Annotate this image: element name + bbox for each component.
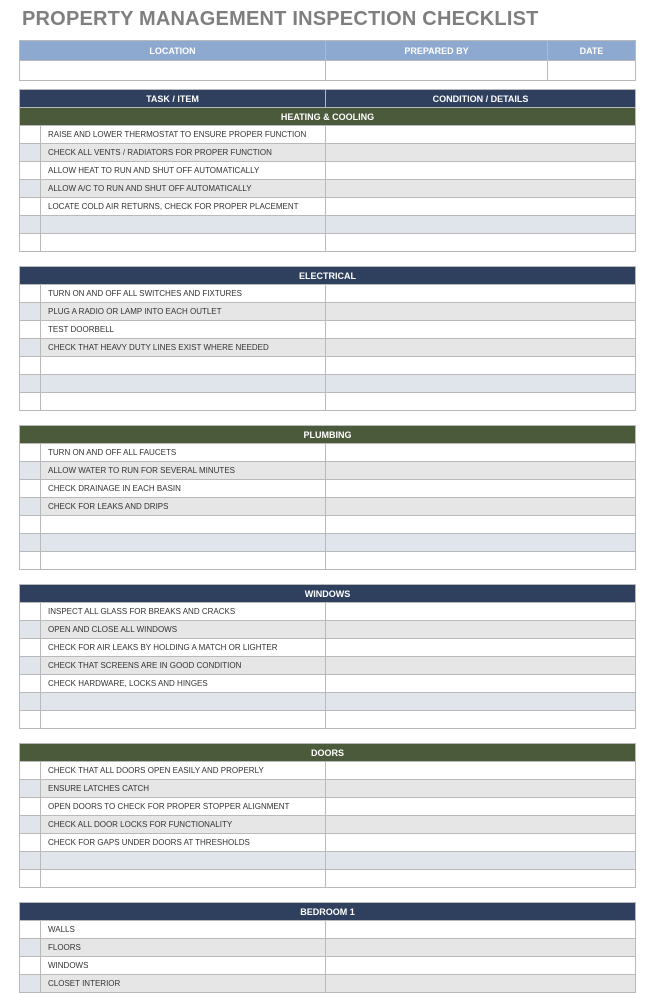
checkbox-cell[interactable]: [20, 939, 41, 957]
section-header-row: [20, 744, 636, 762]
spacer-cell: [20, 729, 636, 744]
checkbox-cell[interactable]: [20, 444, 41, 462]
checklist-row: [20, 711, 636, 729]
task-cell: CHECK THAT HEAVY DUTY LINES EXIST WHERE NEEDED: [41, 339, 326, 357]
condition-cell[interactable]: [326, 870, 636, 888]
section-spacer: [20, 252, 636, 267]
checkbox-cell[interactable]: [20, 216, 41, 234]
checklist-row: [20, 303, 636, 321]
checklist-row: [20, 198, 636, 216]
condition-cell[interactable]: [326, 516, 636, 534]
section-title: ELECTRICAL: [20, 267, 636, 285]
task-cell: FLOORS: [41, 939, 326, 957]
checklist-row: [20, 480, 636, 498]
task-cell: TURN ON AND OFF ALL FAUCETS: [41, 444, 326, 462]
checkbox-cell[interactable]: [20, 180, 41, 198]
checklist-row: [20, 375, 636, 393]
condition-cell[interactable]: [326, 816, 636, 834]
info-header-row: [20, 41, 636, 61]
prepared-by-header: PREPARED BY: [326, 41, 548, 61]
condition-cell[interactable]: [326, 339, 636, 357]
task-cell: CHECK FOR GAPS UNDER DOORS AT THRESHOLDS: [41, 834, 326, 852]
condition-cell[interactable]: [326, 126, 636, 144]
task-cell[interactable]: [41, 357, 326, 375]
checkbox-cell[interactable]: [20, 975, 41, 993]
checkbox-cell[interactable]: [20, 657, 41, 675]
task-cell[interactable]: [41, 516, 326, 534]
task-cell: WINDOWS: [41, 957, 326, 975]
condition-cell[interactable]: [326, 621, 636, 639]
task-cell: ALLOW WATER TO RUN FOR SEVERAL MINUTES: [41, 462, 326, 480]
condition-cell[interactable]: [326, 285, 636, 303]
section-title: HEATING & COOLING: [20, 108, 636, 126]
checkbox-cell[interactable]: [20, 780, 41, 798]
condition-cell[interactable]: [326, 603, 636, 621]
checkbox-cell[interactable]: [20, 870, 41, 888]
checkbox-cell[interactable]: [20, 162, 41, 180]
prepared-by-field[interactable]: [326, 61, 548, 81]
condition-cell[interactable]: [326, 957, 636, 975]
task-cell: CHECK THAT SCREENS ARE IN GOOD CONDITION: [41, 657, 326, 675]
condition-cell[interactable]: [326, 762, 636, 780]
checklist-row: [20, 462, 636, 480]
date-header: DATE: [548, 41, 636, 61]
page-title: PROPERTY MANAGEMENT INSPECTION CHECKLIST: [22, 8, 539, 30]
checklist-row: [20, 216, 636, 234]
spacer-cell: [20, 888, 636, 903]
checklist-row: [20, 780, 636, 798]
condition-cell[interactable]: [326, 798, 636, 816]
condition-cell[interactable]: [326, 303, 636, 321]
checklist-row: [20, 621, 636, 639]
checkbox-cell[interactable]: [20, 462, 41, 480]
date-field[interactable]: [548, 61, 636, 81]
task-cell: CHECK HARDWARE, LOCKS AND HINGES: [41, 675, 326, 693]
task-cell: ENSURE LATCHES CATCH: [41, 780, 326, 798]
condition-cell[interactable]: [326, 321, 636, 339]
condition-cell[interactable]: [326, 375, 636, 393]
checklist-row: [20, 444, 636, 462]
checklist-row: [20, 393, 636, 411]
checklist-row: [20, 144, 636, 162]
task-cell[interactable]: [41, 234, 326, 252]
checklist-row: [20, 852, 636, 870]
checkbox-cell[interactable]: [20, 339, 41, 357]
task-cell: CHECK THAT ALL DOORS OPEN EASILY AND PROPERLY: [41, 762, 326, 780]
task-cell: INSPECT ALL GLASS FOR BREAKS AND CRACKS: [41, 603, 326, 621]
task-cell: CHECK FOR LEAKS AND DRIPS: [41, 498, 326, 516]
checkbox-cell[interactable]: [20, 357, 41, 375]
checklist-row: [20, 957, 636, 975]
condition-cell[interactable]: [326, 975, 636, 993]
checklist-row: [20, 798, 636, 816]
checkbox-cell[interactable]: [20, 675, 41, 693]
task-cell: CHECK ALL VENTS / RADIATORS FOR PROPER FUNCTION: [41, 144, 326, 162]
checklist-row: [20, 162, 636, 180]
location-field[interactable]: [20, 61, 326, 81]
condition-cell[interactable]: [326, 480, 636, 498]
checkbox-cell[interactable]: [20, 393, 41, 411]
task-cell[interactable]: [41, 393, 326, 411]
section-spacer: [20, 570, 636, 585]
task-item-header: TASK / ITEM: [20, 90, 326, 108]
condition-cell[interactable]: [326, 462, 636, 480]
condition-cell[interactable]: [326, 711, 636, 729]
task-cell: CHECK DRAINAGE IN EACH BASIN: [41, 480, 326, 498]
info-table: [19, 40, 636, 81]
spacer-cell: [20, 252, 636, 267]
checklist-row: [20, 339, 636, 357]
task-cell[interactable]: [41, 693, 326, 711]
checkbox-cell[interactable]: [20, 693, 41, 711]
checkbox-cell[interactable]: [20, 957, 41, 975]
checkbox-cell[interactable]: [20, 852, 41, 870]
checkbox-cell[interactable]: [20, 126, 41, 144]
condition-cell[interactable]: [326, 444, 636, 462]
checkbox-cell[interactable]: [20, 516, 41, 534]
checklist-row: [20, 126, 636, 144]
checklist-row: [20, 675, 636, 693]
condition-cell[interactable]: [326, 675, 636, 693]
section-spacer: [20, 411, 636, 426]
condition-cell[interactable]: [326, 780, 636, 798]
task-cell: WALLS: [41, 921, 326, 939]
checkbox-cell[interactable]: [20, 303, 41, 321]
checklist-row: [20, 603, 636, 621]
checkbox-cell[interactable]: [20, 285, 41, 303]
condition-cell[interactable]: [326, 198, 636, 216]
info-value-row: [20, 61, 636, 81]
spacer-cell: [20, 570, 636, 585]
condition-cell[interactable]: [326, 180, 636, 198]
checklist-row: [20, 180, 636, 198]
checkbox-cell[interactable]: [20, 480, 41, 498]
checklist-row: [20, 834, 636, 852]
condition-cell[interactable]: [326, 852, 636, 870]
condition-cell[interactable]: [326, 144, 636, 162]
checklist-row: [20, 939, 636, 957]
section-title: BEDROOM 1: [20, 903, 636, 921]
task-cell: ALLOW A/C TO RUN AND SHUT OFF AUTOMATICALLY: [41, 180, 326, 198]
task-cell: OPEN AND CLOSE ALL WINDOWS: [41, 621, 326, 639]
checkbox-cell[interactable]: [20, 621, 41, 639]
condition-cell[interactable]: [326, 639, 636, 657]
checkbox-cell[interactable]: [20, 603, 41, 621]
section-title: WINDOWS: [20, 585, 636, 603]
task-cell: PLUG A RADIO OR LAMP INTO EACH OUTLET: [41, 303, 326, 321]
task-cell: TEST DOORBELL: [41, 321, 326, 339]
task-cell[interactable]: [41, 216, 326, 234]
task-cell: LOCATE COLD AIR RETURNS, CHECK FOR PROPER PLACEMENT: [41, 198, 326, 216]
checklist-row: [20, 816, 636, 834]
condition-cell[interactable]: [326, 498, 636, 516]
condition-cell[interactable]: [326, 234, 636, 252]
section-spacer: [20, 729, 636, 744]
checklist-row: [20, 693, 636, 711]
checklist-row: [20, 234, 636, 252]
checkbox-cell[interactable]: [20, 639, 41, 657]
condition-cell[interactable]: [326, 534, 636, 552]
section-header-row: [20, 108, 636, 126]
section-header-row: [20, 585, 636, 603]
checkbox-cell[interactable]: [20, 234, 41, 252]
condition-cell[interactable]: [326, 834, 636, 852]
checkbox-cell[interactable]: [20, 816, 41, 834]
checkbox-cell[interactable]: [20, 711, 41, 729]
checklist-header-row: [20, 90, 636, 108]
checkbox-cell[interactable]: [20, 198, 41, 216]
checklist-table: [19, 89, 636, 993]
checklist-row: [20, 534, 636, 552]
checkbox-cell[interactable]: [20, 921, 41, 939]
checklist-row: [20, 321, 636, 339]
checklist-row: [20, 552, 636, 570]
checklist-row: [20, 639, 636, 657]
condition-cell[interactable]: [326, 657, 636, 675]
checkbox-cell[interactable]: [20, 798, 41, 816]
checklist-row: [20, 921, 636, 939]
condition-details-header: CONDITION / DETAILS: [326, 90, 636, 108]
spacer-cell: [20, 411, 636, 426]
checklist-row: [20, 762, 636, 780]
task-cell[interactable]: [41, 852, 326, 870]
checklist-row: [20, 975, 636, 993]
condition-cell[interactable]: [326, 162, 636, 180]
task-cell: RAISE AND LOWER THERMOSTAT TO ENSURE PROPER FUNCTION: [41, 126, 326, 144]
checkbox-cell[interactable]: [20, 375, 41, 393]
task-cell[interactable]: [41, 534, 326, 552]
checklist-row: [20, 657, 636, 675]
task-cell[interactable]: [41, 552, 326, 570]
checkbox-cell[interactable]: [20, 834, 41, 852]
location-header: LOCATION: [20, 41, 326, 61]
condition-cell[interactable]: [326, 921, 636, 939]
task-cell[interactable]: [41, 711, 326, 729]
section-title: DOORS: [20, 744, 636, 762]
checkbox-cell[interactable]: [20, 321, 41, 339]
task-cell: CHECK FOR AIR LEAKS BY HOLDING A MATCH OR LIGHTER: [41, 639, 326, 657]
checkbox-cell[interactable]: [20, 552, 41, 570]
section-header-row: [20, 903, 636, 921]
checklist-row: [20, 357, 636, 375]
section-header-row: [20, 267, 636, 285]
checkbox-cell[interactable]: [20, 498, 41, 516]
condition-cell[interactable]: [326, 693, 636, 711]
task-cell: CLOSET INTERIOR: [41, 975, 326, 993]
task-cell: CHECK ALL DOOR LOCKS FOR FUNCTIONALITY: [41, 816, 326, 834]
condition-cell[interactable]: [326, 216, 636, 234]
condition-cell[interactable]: [326, 552, 636, 570]
section-header-row: [20, 426, 636, 444]
checklist-row: [20, 498, 636, 516]
task-cell: OPEN DOORS TO CHECK FOR PROPER STOPPER ALIGNMENT: [41, 798, 326, 816]
task-cell[interactable]: [41, 375, 326, 393]
task-cell[interactable]: [41, 870, 326, 888]
checkbox-cell[interactable]: [20, 762, 41, 780]
section-spacer: [20, 888, 636, 903]
checkbox-cell[interactable]: [20, 144, 41, 162]
checklist-row: [20, 285, 636, 303]
checkbox-cell[interactable]: [20, 534, 41, 552]
condition-cell[interactable]: [326, 939, 636, 957]
task-cell: ALLOW HEAT TO RUN AND SHUT OFF AUTOMATICALLY: [41, 162, 326, 180]
task-cell: TURN ON AND OFF ALL SWITCHES AND FIXTURES: [41, 285, 326, 303]
section-title: PLUMBING: [20, 426, 636, 444]
checklist-row: [20, 516, 636, 534]
condition-cell[interactable]: [326, 357, 636, 375]
checklist-row: [20, 870, 636, 888]
condition-cell[interactable]: [326, 393, 636, 411]
